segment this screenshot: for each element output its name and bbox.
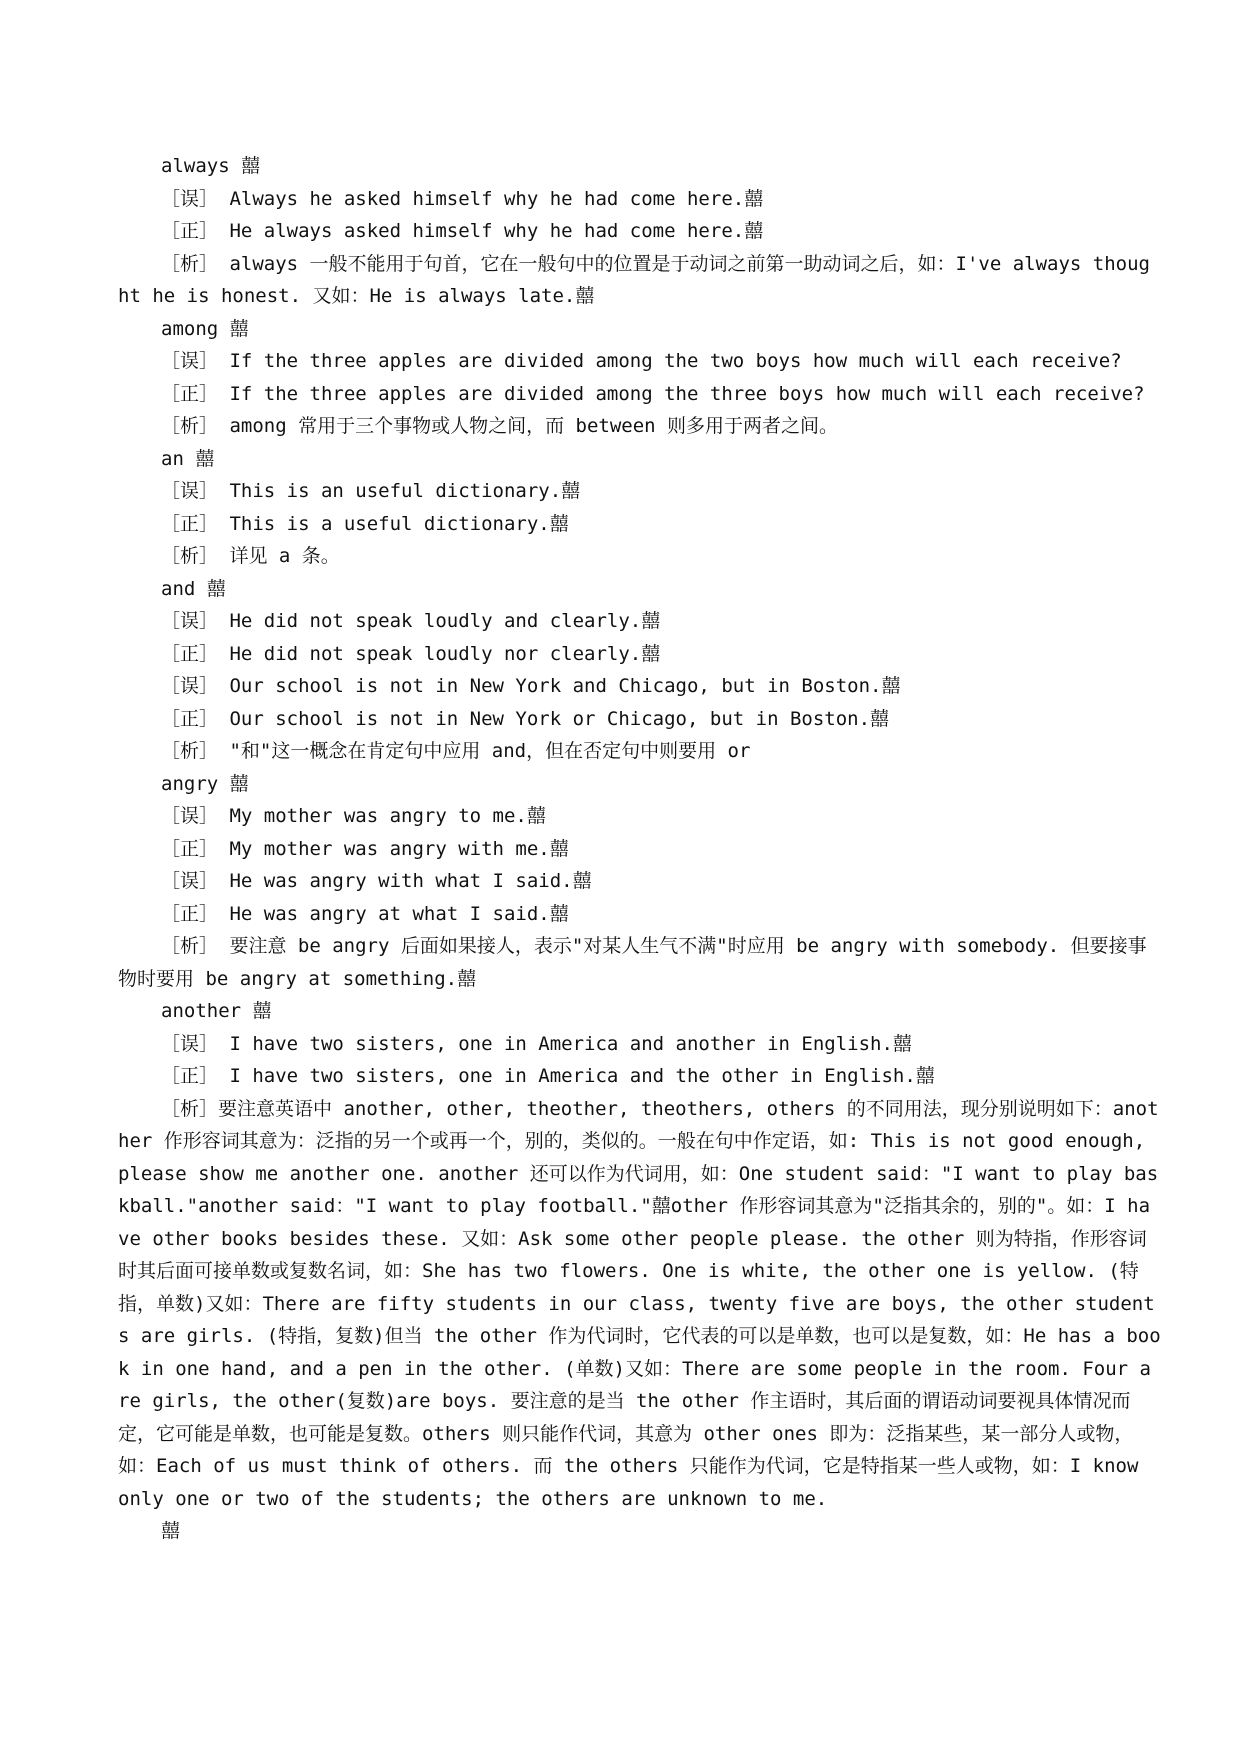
entry-analysis: ［析］ "和"这一概念在肯定句中应用 and，但在否定句中则要用 or <box>161 740 751 762</box>
entry-item: ［误］ Our school is not in New York and Chicago, but in Boston.囍 <box>161 675 901 697</box>
entry-item: ［正］ Our school is not in New York or Chicago, but in Boston.囍 <box>161 707 890 730</box>
entry-head: angry 囍 <box>161 772 249 795</box>
entry-item: ［误］ I have two sisters, one in America and another in English.囍 <box>161 1032 912 1055</box>
trailer-mark: 囍 <box>161 1520 181 1542</box>
entry-item: ［正］ He did not speak loudly nor clearly.囍 <box>161 642 661 665</box>
entry-analysis: ［析］ 要注意 be angry 后面如果接人，表示"对某人生气不满"时应用 be angry with somebody. 但要接事物时要用 be angry at something.囍 <box>118 935 1147 990</box>
entry-item: ［误］ Always he asked himself why he had come here.囍 <box>161 187 764 210</box>
entry-item: ［误］ If the three apples are divided among the two boys how much will each receive? <box>161 350 1122 372</box>
entry-head: another 囍 <box>161 1000 272 1022</box>
entry-item: ［误］ He was angry with what I said.囍 <box>161 870 592 892</box>
entry-analysis: ［析］ always 一般不能用于句首，它在一般句中的位置是于动词之前第一助动词之后，如：I've always thought he is honest. 又如：He is always late.囍 <box>118 252 1150 307</box>
entry-analysis: ［析］要注意英语中 another, other, theother, theothers, others 的不同用法，现分别说明如下：another 作形容词其意为：泛指的另一个或再一个，别的，类似的。一般在句中作定语，如: This is not good enough, please show me another one. another 还可以作为代词用，如：One student said："I want to play baskball."another said："I want to play football."囍other 作形容词其意为"泛指其余的，别的"。如：I have other books besides these. 又如：Ask some other people please. the other 则为特指，作形容词时其后面可接单数或复数名词，如：She has two flowers. One is white, the other one is yellow. (特指，单数)又如：There are fifty students in our class, twenty five are boys, the other students are girls. (特指，复数)但当 the other 作为代词时，它代表的可以是单数，也可以是复数，如：He has a book in one hand, and a pen in the other. (单数)又如：There are some people in the room. Four are girls, the other(复数)are boys. 要注意的是当 the other 作主语时，其后面的谓语动词要视具体情况而定，它可能是单数，也可能是复数。others 则只能作代词，其意为 other ones 即为：泛指某些，某一部分人或物，如：Each of us must think of others. 而 the others 只能作为代词，它是特指某一些人或物，如：I know only one or two of the students; the others are unknown to me. <box>118 1097 1161 1510</box>
entry-item: ［误］ He did not speak loudly and clearly.囍 <box>161 610 661 632</box>
entry-head: always 囍 <box>161 155 261 177</box>
entry-item: ［正］ If the three apples are divided among the three boys how much will each receive? <box>161 382 1145 405</box>
entry-head: and 囍 <box>161 577 226 600</box>
entry-item: ［误］ My mother was angry to me.囍 <box>161 805 546 827</box>
entry-item: ［正］ He always asked himself why he had come here.囍 <box>161 220 764 242</box>
entry-item: ［误］ This is an useful dictionary.囍 <box>161 480 581 502</box>
entry-head: among 囍 <box>161 317 249 340</box>
entry-item: ［正］ He was angry at what I said.囍 <box>161 902 569 925</box>
entry-item: ［正］ This is a useful dictionary.囍 <box>161 512 569 535</box>
entry-analysis: ［析］ 详见 a 条。 <box>161 545 340 567</box>
entry-item: ［正］ My mother was angry with me.囍 <box>161 837 569 860</box>
entry-analysis: ［析］ among 常用于三个事物或人物之间，而 between 则多用于两者之间。 <box>161 415 839 437</box>
entry-item: ［正］ I have two sisters, one in America and the other in English.囍 <box>161 1065 935 1087</box>
entry-head: an 囍 <box>161 447 215 470</box>
